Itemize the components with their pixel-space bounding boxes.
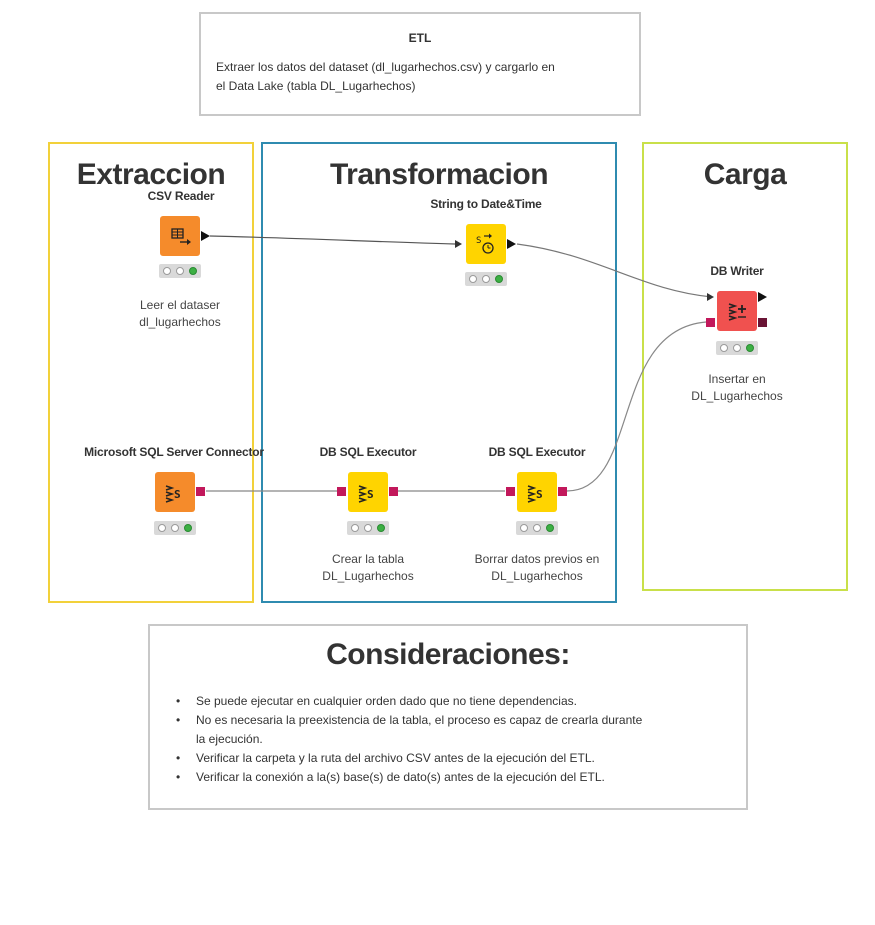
db-s-icon xyxy=(155,472,195,512)
db-writer-db-output-port[interactable] xyxy=(758,318,767,327)
db-sql-executor-2-node[interactable] xyxy=(517,472,557,512)
db-sql-executor-2-status xyxy=(516,521,558,535)
csv-reader-title: CSV Reader xyxy=(147,189,215,203)
db-sql-executor-2-db-input-port[interactable] xyxy=(506,487,515,496)
db-writer-desc-line2: DL_Lugarhechos xyxy=(691,389,783,403)
extraccion-title: Extraccion xyxy=(76,158,226,191)
svg-text:S: S xyxy=(367,488,374,501)
csv-reader-status xyxy=(159,264,201,278)
considerations-title: Consideraciones: xyxy=(326,638,570,671)
db-sql-executor-1-db-output-port[interactable] xyxy=(389,487,398,496)
sqlserver-connector-title: Microsoft SQL Server Connector xyxy=(84,445,264,459)
string-to-datetime-node[interactable] xyxy=(466,224,506,264)
csv-reader-desc-line1: Leer el dataser xyxy=(139,298,221,312)
table-arrow-icon xyxy=(160,216,200,256)
db-sql-executor-2-desc-line2: DL_Lugarhechos xyxy=(491,569,583,583)
connection-string-to-dbwriter xyxy=(517,244,712,297)
db-writer-node[interactable] xyxy=(717,291,757,331)
consideration-item: • Se puede ejecutar en cualquier orden dado que no tiene dependencias. xyxy=(172,692,732,711)
string-clock-icon xyxy=(466,224,506,264)
considerations-list xyxy=(172,692,732,787)
db-sql-executor-1-desc-line2: DL_Lugarhechos xyxy=(322,569,414,583)
db-writer-title: DB Writer xyxy=(710,264,764,278)
db-writer-output-port[interactable] xyxy=(758,292,767,302)
considerations-annotation xyxy=(148,624,748,810)
carga-title: Carga xyxy=(703,158,787,191)
etl-text-line2: el Data Lake (tabla DL_Lugarhechos) xyxy=(216,79,416,93)
db-writer-db-input-port[interactable] xyxy=(706,318,715,327)
csv-reader-desc-line2: dl_lugarhechos xyxy=(139,315,221,329)
consideration-item: • Verificar la carpeta y la ruta del archivo CSV antes de la ejecución del ETL. xyxy=(172,749,732,768)
sqlserver-connector-status xyxy=(154,521,196,535)
db-sql-executor-1-desc-line1: Crear la tabla xyxy=(331,552,405,566)
db-s-icon xyxy=(517,472,557,512)
csv-reader-node[interactable] xyxy=(160,216,200,256)
etl-text-line1: Extraer los datos del dataset (dl_lugarhechos.csv) y cargarlo en xyxy=(216,60,555,74)
db-writer-desc-line1: Insertar en xyxy=(708,372,766,386)
db-sql-executor-2-db-output-port[interactable] xyxy=(558,487,567,496)
svg-text:S: S xyxy=(536,488,543,501)
sqlserver-connector-db-output-port[interactable] xyxy=(196,487,205,496)
db-writer-status xyxy=(716,341,758,355)
csv-reader-output-port[interactable] xyxy=(201,231,210,241)
db-sql-executor-1-title: DB SQL Executor xyxy=(319,445,417,459)
consideration-item-continuation: la ejecución. xyxy=(196,732,263,746)
etl-title: ETL xyxy=(408,31,432,45)
db-plus-icon xyxy=(717,291,757,331)
transformacion-title: Transformacion xyxy=(329,158,549,191)
svg-text:S: S xyxy=(476,236,482,246)
db-sql-executor-1-status xyxy=(347,521,389,535)
svg-text:S: S xyxy=(174,488,181,501)
sqlserver-connector-node[interactable] xyxy=(155,472,195,512)
string-to-datetime-output-port[interactable] xyxy=(507,239,516,249)
string-to-datetime-title: String to Date&Time xyxy=(430,197,542,211)
db-s-icon xyxy=(348,472,388,512)
db-sql-executor-1-db-input-port[interactable] xyxy=(337,487,346,496)
consideration-item: • Verificar la conexión a la(s) base(s) de dato(s) antes de la ejecución del ETL. xyxy=(172,768,732,787)
string-to-datetime-status xyxy=(465,272,507,286)
consideration-item: • No es necesaria la preexistencia de la tabla, el proceso es capaz de crearla durante xyxy=(172,711,732,730)
db-sql-executor-2-title: DB SQL Executor xyxy=(488,445,586,459)
db-sql-executor-2-desc-line1: Borrar datos previos en xyxy=(474,552,600,566)
connection-executor2-to-dbwriter xyxy=(567,322,706,491)
db-sql-executor-1-node[interactable] xyxy=(348,472,388,512)
connection-csv-to-string xyxy=(210,236,455,244)
